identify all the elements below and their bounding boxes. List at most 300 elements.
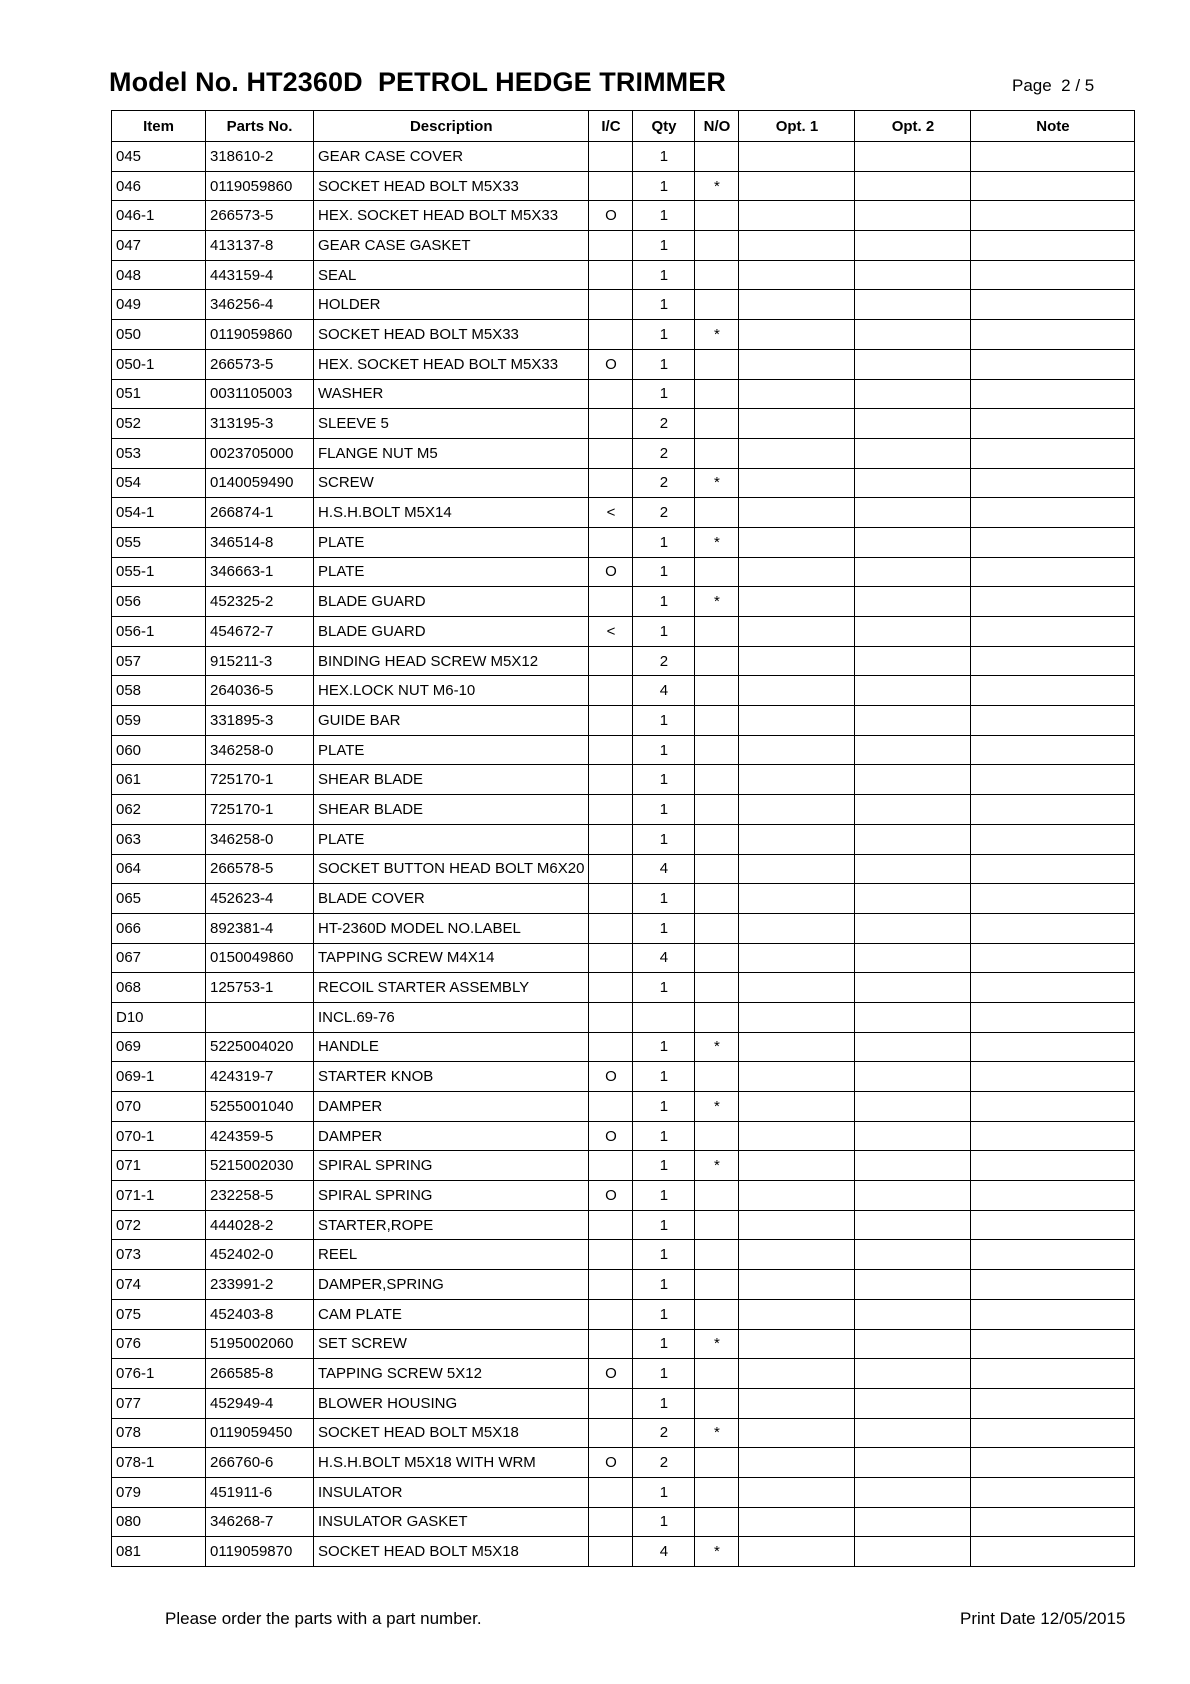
cell-item: 061 [112, 765, 206, 795]
cell-qty: 1 [633, 735, 695, 765]
table-row [112, 349, 1135, 379]
table-row [112, 1151, 1135, 1181]
cell-opt1 [739, 973, 855, 1003]
cell-ic [589, 587, 633, 617]
cell-no: * [695, 527, 739, 557]
cell-opt2 [855, 1032, 971, 1062]
cell-description: SOCKET HEAD BOLT M5X33 [314, 171, 589, 201]
cell-no [695, 1210, 739, 1240]
cell-opt2 [855, 646, 971, 676]
cell-item: 056 [112, 587, 206, 617]
cell-description: STARTER KNOB [314, 1062, 589, 1092]
cell-item: 072 [112, 1210, 206, 1240]
cell-item: 050-1 [112, 349, 206, 379]
cell-qty: 1 [633, 1092, 695, 1122]
cell-opt2 [855, 379, 971, 409]
table-row [112, 1062, 1135, 1092]
cell-qty: 1 [633, 231, 695, 261]
column-header-note: Note [971, 111, 1135, 142]
cell-note [971, 1032, 1135, 1062]
cell-no [695, 824, 739, 854]
cell-note [971, 884, 1135, 914]
table-row [112, 1181, 1135, 1211]
cell-item: 045 [112, 142, 206, 172]
cell-parts-no: 454672-7 [206, 617, 314, 647]
cell-opt2 [855, 171, 971, 201]
cell-description: INSULATOR [314, 1477, 589, 1507]
table-row [112, 142, 1135, 172]
cell-qty: 1 [633, 171, 695, 201]
cell-ic [589, 527, 633, 557]
cell-parts-no: 125753-1 [206, 973, 314, 1003]
cell-item: 077 [112, 1388, 206, 1418]
cell-parts-no: 0023705000 [206, 438, 314, 468]
cell-parts-no: 233991-2 [206, 1270, 314, 1300]
table-row [112, 706, 1135, 736]
cell-opt1 [739, 1507, 855, 1537]
cell-description: TAPPING SCREW M4X14 [314, 943, 589, 973]
cell-no: * [695, 1151, 739, 1181]
cell-item: 066 [112, 913, 206, 943]
cell-opt2 [855, 913, 971, 943]
cell-ic [589, 409, 633, 439]
cell-ic [589, 260, 633, 290]
cell-item: 053 [112, 438, 206, 468]
cell-parts-no: 0140059490 [206, 468, 314, 498]
cell-no [695, 943, 739, 973]
cell-opt2 [855, 1121, 971, 1151]
cell-no [695, 913, 739, 943]
table-row [112, 438, 1135, 468]
cell-ic [589, 884, 633, 914]
cell-ic [589, 706, 633, 736]
cell-ic: < [589, 617, 633, 647]
table-row [112, 646, 1135, 676]
cell-description: GUIDE BAR [314, 706, 589, 736]
cell-note [971, 1092, 1135, 1122]
cell-item: 047 [112, 231, 206, 261]
cell-note [971, 676, 1135, 706]
cell-item: 076 [112, 1329, 206, 1359]
cell-parts-no: 915211-3 [206, 646, 314, 676]
cell-note [971, 260, 1135, 290]
table-row [112, 1121, 1135, 1151]
cell-parts-no: 346258-0 [206, 735, 314, 765]
cell-item: 060 [112, 735, 206, 765]
cell-opt2 [855, 1507, 971, 1537]
cell-opt2 [855, 795, 971, 825]
cell-description: SLEEVE 5 [314, 409, 589, 439]
cell-item: 049 [112, 290, 206, 320]
cell-ic [589, 1329, 633, 1359]
cell-opt1 [739, 468, 855, 498]
cell-no [695, 498, 739, 528]
cell-opt2 [855, 349, 971, 379]
cell-ic: O [589, 1359, 633, 1389]
cell-no [695, 1507, 739, 1537]
cell-no [695, 1270, 739, 1300]
cell-description: H.S.H.BOLT M5X14 [314, 498, 589, 528]
cell-opt1 [739, 1477, 855, 1507]
cell-parts-no: 413137-8 [206, 231, 314, 261]
cell-parts-no: 346663-1 [206, 557, 314, 587]
cell-ic [589, 320, 633, 350]
cell-opt1 [739, 884, 855, 914]
column-header-description: Description [314, 111, 589, 142]
cell-ic [589, 142, 633, 172]
cell-item: 056-1 [112, 617, 206, 647]
cell-item: 069 [112, 1032, 206, 1062]
cell-no: * [695, 587, 739, 617]
cell-ic [589, 795, 633, 825]
cell-ic: O [589, 557, 633, 587]
cell-opt1 [739, 231, 855, 261]
cell-note [971, 973, 1135, 1003]
cell-note [971, 320, 1135, 350]
cell-ic [589, 1299, 633, 1329]
cell-opt1 [739, 854, 855, 884]
cell-opt2 [855, 557, 971, 587]
cell-no [695, 201, 739, 231]
cell-item: 062 [112, 795, 206, 825]
print-date: Print Date 12/05/2015 [960, 1609, 1126, 1628]
cell-ic [589, 438, 633, 468]
cell-note [971, 1062, 1135, 1092]
cell-description: SOCKET HEAD BOLT M5X33 [314, 320, 589, 350]
cell-ic: < [589, 498, 633, 528]
cell-description: HEX.LOCK NUT M6-10 [314, 676, 589, 706]
cell-opt2 [855, 617, 971, 647]
cell-opt2 [855, 1181, 971, 1211]
cell-note [971, 1002, 1135, 1032]
cell-note [971, 1448, 1135, 1478]
cell-opt2 [855, 587, 971, 617]
cell-opt1 [739, 1092, 855, 1122]
table-row [112, 1418, 1135, 1448]
cell-note [971, 1181, 1135, 1211]
cell-item: 057 [112, 646, 206, 676]
cell-description: H.S.H.BOLT M5X18 WITH WRM [314, 1448, 589, 1478]
cell-description: CAM PLATE [314, 1299, 589, 1329]
cell-note [971, 765, 1135, 795]
column-header-no: N/O [695, 111, 739, 142]
cell-item: 078 [112, 1418, 206, 1448]
cell-qty: 1 [633, 1151, 695, 1181]
cell-item: 055 [112, 527, 206, 557]
cell-opt1 [739, 557, 855, 587]
cell-parts-no: 5225004020 [206, 1032, 314, 1062]
cell-opt2 [855, 438, 971, 468]
column-header-qty: Qty [633, 111, 695, 142]
cell-opt1 [739, 1418, 855, 1448]
cell-description: BLADE COVER [314, 884, 589, 914]
cell-note [971, 409, 1135, 439]
cell-parts-no: 0119059860 [206, 171, 314, 201]
table-row [112, 1299, 1135, 1329]
cell-parts-no: 5255001040 [206, 1092, 314, 1122]
cell-ic [589, 646, 633, 676]
cell-ic [589, 290, 633, 320]
cell-opt1 [739, 735, 855, 765]
cell-opt2 [855, 854, 971, 884]
cell-opt2 [855, 1418, 971, 1448]
cell-no [695, 379, 739, 409]
cell-no [695, 1240, 739, 1270]
cell-opt1 [739, 646, 855, 676]
cell-opt1 [739, 527, 855, 557]
cell-item: 065 [112, 884, 206, 914]
cell-description: BINDING HEAD SCREW M5X12 [314, 646, 589, 676]
cell-parts-no: 892381-4 [206, 913, 314, 943]
cell-item: 054 [112, 468, 206, 498]
cell-item: 058 [112, 676, 206, 706]
cell-description: BLOWER HOUSING [314, 1388, 589, 1418]
cell-ic: O [589, 1448, 633, 1478]
cell-description: GEAR CASE COVER [314, 142, 589, 172]
cell-item: 076-1 [112, 1359, 206, 1389]
cell-parts-no: 331895-3 [206, 706, 314, 736]
cell-parts-no: 424319-7 [206, 1062, 314, 1092]
cell-qty: 2 [633, 438, 695, 468]
cell-qty: 1 [633, 617, 695, 647]
cell-opt1 [739, 1121, 855, 1151]
table-row [112, 854, 1135, 884]
cell-no: * [695, 1418, 739, 1448]
cell-description: DAMPER [314, 1121, 589, 1151]
cell-parts-no: 346258-0 [206, 824, 314, 854]
cell-parts-no: 346256-4 [206, 290, 314, 320]
table-row [112, 943, 1135, 973]
cell-qty: 4 [633, 676, 695, 706]
cell-no [695, 617, 739, 647]
parts-table [111, 110, 1135, 1567]
cell-qty: 2 [633, 1448, 695, 1478]
cell-description: WASHER [314, 379, 589, 409]
cell-ic [589, 824, 633, 854]
cell-opt1 [739, 676, 855, 706]
table-row [112, 1240, 1135, 1270]
cell-note [971, 438, 1135, 468]
cell-no [695, 1299, 739, 1329]
cell-opt2 [855, 1388, 971, 1418]
cell-parts-no: 452403-8 [206, 1299, 314, 1329]
cell-qty: 1 [633, 1121, 695, 1151]
cell-opt1 [739, 1062, 855, 1092]
cell-opt2 [855, 973, 971, 1003]
cell-description: HEX. SOCKET HEAD BOLT M5X33 [314, 201, 589, 231]
table-row [112, 1092, 1135, 1122]
table-row [112, 1359, 1135, 1389]
cell-opt2 [855, 409, 971, 439]
cell-no [695, 1359, 739, 1389]
cell-ic [589, 1210, 633, 1240]
cell-opt1 [739, 765, 855, 795]
cell-opt1 [739, 498, 855, 528]
cell-no: * [695, 1537, 739, 1567]
cell-ic [589, 1388, 633, 1418]
cell-note [971, 824, 1135, 854]
cell-opt1 [739, 1448, 855, 1478]
table-row [112, 1448, 1135, 1478]
cell-note [971, 379, 1135, 409]
table-row [112, 290, 1135, 320]
cell-description: SCREW [314, 468, 589, 498]
cell-ic: O [589, 1121, 633, 1151]
cell-opt1 [739, 171, 855, 201]
cell-note [971, 231, 1135, 261]
cell-opt2 [855, 290, 971, 320]
cell-note [971, 1270, 1135, 1300]
cell-ic [589, 1418, 633, 1448]
cell-opt1 [739, 913, 855, 943]
cell-note [971, 349, 1135, 379]
cell-note [971, 468, 1135, 498]
cell-note [971, 617, 1135, 647]
cell-opt1 [739, 1299, 855, 1329]
cell-opt1 [739, 438, 855, 468]
cell-opt2 [855, 468, 971, 498]
cell-opt2 [855, 527, 971, 557]
table-row [112, 260, 1135, 290]
cell-no [695, 349, 739, 379]
cell-description: HT-2360D MODEL NO.LABEL [314, 913, 589, 943]
cell-no [695, 1388, 739, 1418]
cell-no [695, 884, 739, 914]
cell-ic [589, 913, 633, 943]
cell-opt1 [739, 1210, 855, 1240]
cell-item: 071-1 [112, 1181, 206, 1211]
cell-note [971, 943, 1135, 973]
cell-ic [589, 379, 633, 409]
cell-ic [589, 1477, 633, 1507]
cell-note [971, 735, 1135, 765]
cell-qty [633, 1002, 695, 1032]
cell-item: 059 [112, 706, 206, 736]
cell-parts-no: 266573-5 [206, 201, 314, 231]
cell-no [695, 973, 739, 1003]
cell-opt1 [739, 1537, 855, 1567]
cell-qty: 1 [633, 1359, 695, 1389]
cell-opt1 [739, 379, 855, 409]
cell-description: SEAL [314, 260, 589, 290]
cell-opt2 [855, 1062, 971, 1092]
cell-opt2 [855, 735, 971, 765]
table-row [112, 498, 1135, 528]
cell-no [695, 706, 739, 736]
cell-ic [589, 1507, 633, 1537]
cell-qty: 1 [633, 1477, 695, 1507]
cell-opt1 [739, 1359, 855, 1389]
cell-ic [589, 1032, 633, 1062]
cell-ic: O [589, 1181, 633, 1211]
cell-opt1 [739, 142, 855, 172]
table-row [112, 913, 1135, 943]
cell-note [971, 557, 1135, 587]
cell-ic [589, 1240, 633, 1270]
cell-qty: 1 [633, 349, 695, 379]
cell-parts-no: 452949-4 [206, 1388, 314, 1418]
cell-no [695, 646, 739, 676]
cell-parts-no: 318610-2 [206, 142, 314, 172]
cell-opt2 [855, 943, 971, 973]
cell-description: SHEAR BLADE [314, 765, 589, 795]
cell-description: FLANGE NUT M5 [314, 438, 589, 468]
cell-opt1 [739, 349, 855, 379]
cell-qty: 1 [633, 587, 695, 617]
cell-qty: 1 [633, 320, 695, 350]
cell-no [695, 676, 739, 706]
table-row [112, 824, 1135, 854]
cell-qty: 1 [633, 1062, 695, 1092]
cell-qty: 1 [633, 1507, 695, 1537]
cell-qty: 1 [633, 142, 695, 172]
cell-qty: 1 [633, 765, 695, 795]
cell-opt2 [855, 1448, 971, 1478]
cell-opt2 [855, 1002, 971, 1032]
cell-opt1 [739, 1388, 855, 1418]
cell-note [971, 1507, 1135, 1537]
cell-no [695, 1062, 739, 1092]
table-row [112, 527, 1135, 557]
cell-parts-no: 0119059450 [206, 1418, 314, 1448]
cell-ic [589, 943, 633, 973]
cell-description: DAMPER [314, 1092, 589, 1122]
cell-qty: 1 [633, 1240, 695, 1270]
table-row [112, 1537, 1135, 1567]
cell-opt1 [739, 320, 855, 350]
cell-opt1 [739, 1181, 855, 1211]
cell-opt1 [739, 587, 855, 617]
cell-qty: 2 [633, 498, 695, 528]
cell-no: * [695, 171, 739, 201]
cell-ic [589, 171, 633, 201]
cell-description: INSULATOR GASKET [314, 1507, 589, 1537]
table-row [112, 973, 1135, 1003]
table-row [112, 884, 1135, 914]
cell-ic: O [589, 1062, 633, 1092]
cell-description: SPIRAL SPRING [314, 1151, 589, 1181]
cell-description: BLADE GUARD [314, 587, 589, 617]
cell-parts-no: 266585-8 [206, 1359, 314, 1389]
cell-parts-no: 452402-0 [206, 1240, 314, 1270]
cell-description: PLATE [314, 557, 589, 587]
column-header-ic: I/C [589, 111, 633, 142]
cell-item: 046 [112, 171, 206, 201]
cell-note [971, 1329, 1135, 1359]
cell-ic [589, 765, 633, 795]
cell-item: 067 [112, 943, 206, 973]
cell-opt2 [855, 1210, 971, 1240]
column-header-opt2: Opt. 2 [855, 111, 971, 142]
cell-no: * [695, 1092, 739, 1122]
cell-item: 081 [112, 1537, 206, 1567]
cell-item: 063 [112, 824, 206, 854]
cell-opt2 [855, 676, 971, 706]
cell-note [971, 913, 1135, 943]
cell-note [971, 1477, 1135, 1507]
cell-item: 050 [112, 320, 206, 350]
cell-opt1 [739, 1032, 855, 1062]
cell-ic [589, 468, 633, 498]
cell-qty: 1 [633, 1388, 695, 1418]
cell-description: SOCKET BUTTON HEAD BOLT M6X20 [314, 854, 589, 884]
cell-opt1 [739, 290, 855, 320]
cell-no [695, 1121, 739, 1151]
cell-opt2 [855, 1537, 971, 1567]
cell-note [971, 201, 1135, 231]
cell-note [971, 1151, 1135, 1181]
cell-description: HEX. SOCKET HEAD BOLT M5X33 [314, 349, 589, 379]
